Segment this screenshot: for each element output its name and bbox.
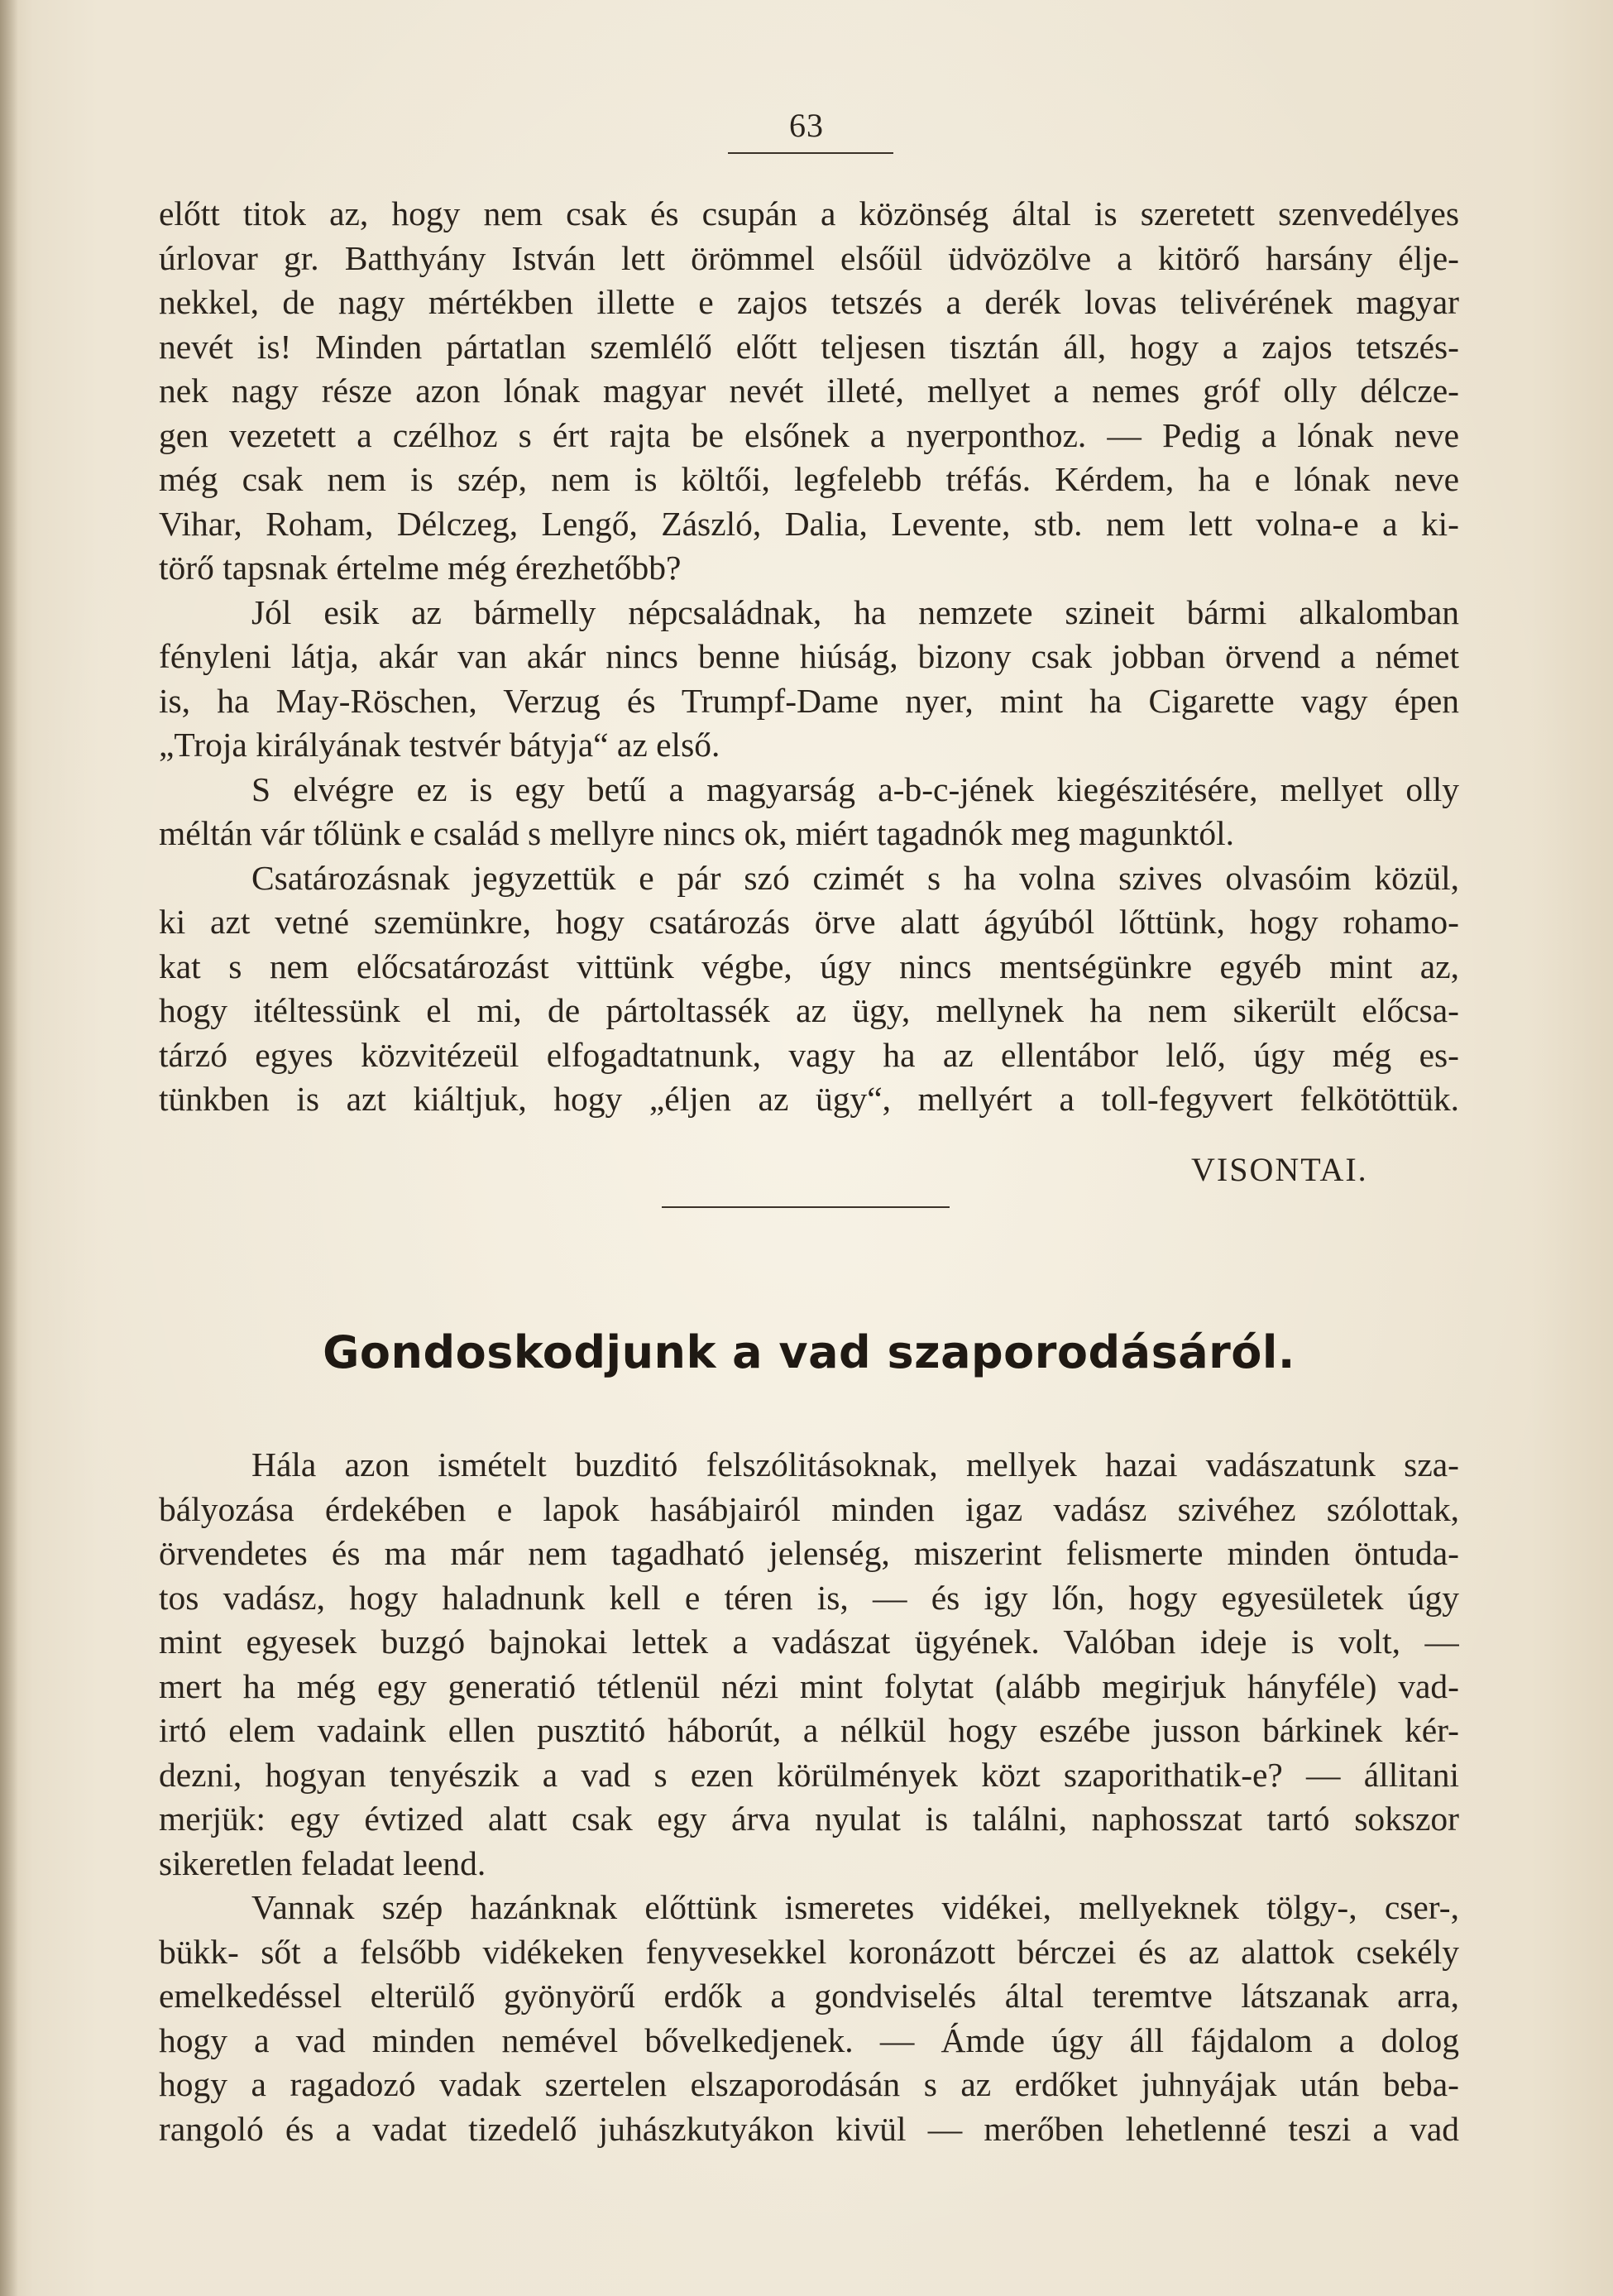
- text-line: tünkben is azt kiáltjuk, hogy „éljen az ügy“, mellyért a toll-fegyvert felkötöttük.: [159, 1080, 1459, 1118]
- text-line: merjük: egy évtized alatt csak egy árva nyulat is találni, naphosszat tartó sokszor: [159, 1800, 1459, 1838]
- section-divider: [662, 1206, 950, 1208]
- text-line: hogy a ragadozó vadak szertelen elszaporodásán s az erdőket juhnyájak után beba-: [159, 2065, 1459, 2103]
- text-line: kat s nem előcsatározást vittünk végbe, úgy nincs mentségünkre egyéb mint az,: [159, 947, 1459, 985]
- article-continuation: [159, 192, 1459, 1122]
- text-line: tos vadász, hogy haladnunk kell e téren is, — és igy lőn, hogy egyesületek úgy: [159, 1578, 1459, 1617]
- author-signature: VISONTAI.: [1191, 1151, 1368, 1188]
- text-line: Vihar, Roham, Délczeg, Lengő, Zászló, Dalia, Levente, stb. nem lett volna-e a ki-: [159, 504, 1459, 543]
- text-line: bályozása érdekében e lapok hasábjairól minden igaz vadász szivéhez szólottak,: [159, 1489, 1459, 1528]
- text-line: hogy itéltessünk el mi, de pártoltassék az ügy, mellynek ha nem sikerült előcsa-: [159, 991, 1459, 1029]
- text-line: előtt titok az, hogy nem csak és csupán a közönség által is szeretett szenvedélyes: [159, 194, 1459, 232]
- text-line: Hála azon ismételt buzditó felszólitásoknak, mellyek hazai vadászatunk sza-: [251, 1445, 1459, 1484]
- text-line: bükk- sőt a felsőbb vidékeken fenyvesekkel koronázott bérczei és az alattok csekély: [159, 1932, 1459, 1971]
- text-line: ki azt vetné szemünkre, hogy csatározás örve alatt ágyúból lőttünk, hogy rohamo-: [159, 903, 1459, 941]
- page-number: 63: [789, 107, 824, 144]
- text-line: dezni, hogyan tenyészik a vad s ezen körülmények közt szaporithatik-e? — állitani: [159, 1755, 1459, 1794]
- header-rule: [728, 152, 893, 154]
- page-gutter-shadow: [0, 0, 18, 2296]
- text-line: törő tapsnak értelme még érezhetőbb?: [159, 549, 682, 587]
- text-line: Vannak szép hazánknak előttünk ismeretes vidékei, mellyeknek tölgy-, cser-,: [251, 1888, 1459, 1926]
- text-line: sikeretlen feladat leend.: [159, 1843, 486, 1882]
- text-line: S elvégre ez is egy betű a magyarság a-b-c-jének kiegészitésére, mellyet olly: [251, 769, 1459, 808]
- text-line: mint egyesek buzgó bajnokai lettek a vadászat ügyének. Valóban ideje is volt, —: [159, 1623, 1459, 1661]
- text-line: „Troja királyának testvér bátyja“ az első.: [159, 726, 720, 764]
- text-line: Jól esik az bármelly népcsaládnak, ha nemzete szineit bármi alkalomban: [251, 592, 1459, 631]
- text-line: nevét is! Minden pártatlan szemlélő előtt teljesen tisztán áll, hogy a zajos tetszés-: [159, 327, 1459, 366]
- text-line: örvendetes és ma már nem tagadható jelenség, miszerint felismerte minden öntuda-: [159, 1534, 1459, 1572]
- text-line: rangoló és a vadat tizedelő juhászkutyákon kivül — merőben lehetlenné teszi a vad: [159, 2109, 1459, 2148]
- text-line: gen vezetett a czélhoz s ért rajta be elsőnek a nyerponthoz. — Pedig a lónak neve: [159, 415, 1459, 454]
- text-line: is, ha May-Röschen, Verzug és Trumpf-Dame nyer, mint ha Cigarette vagy épen: [159, 681, 1459, 720]
- text-line: Csatározásnak jegyzettük e pár szó czimét s ha volna szives olvasóim közül,: [251, 858, 1459, 897]
- text-line: fényleni látja, akár van akár nincs benne hiúság, bizony csak jobban örvend a német: [159, 637, 1459, 675]
- text-line: méltán vár tőlünk e család s mellyre nincs ok, miért tagadnók meg magunktól.: [159, 814, 1234, 852]
- article-title: Gondoskodjunk a vad szaporodásáról.: [323, 1326, 1295, 1378]
- text-line: mert ha még egy generatió tétlenül nézi mint folytat (alább megirjuk hányféle) vad-: [159, 1666, 1459, 1705]
- text-line: irtó elem vadaink ellen pusztitó háborút, a nélkül hogy eszébe jusson bárkinek kér-: [159, 1711, 1459, 1749]
- article-body: [159, 1443, 1459, 2151]
- text-line: hogy a vad minden nemével bővelkedjenek. — Ámde úgy áll fájdalom a dolog: [159, 2020, 1459, 2059]
- text-line: tárzó egyes közvitézeül elfogadtatnunk, vagy ha az ellentábor lelő, úgy még es-: [159, 1035, 1459, 1074]
- text-line: úrlovar gr. Batthyány István lett örömmel elsőül üdvözölve a kitörő harsány élje-: [159, 238, 1459, 277]
- text-line: még csak nem is szép, nem is költői, legfelebb tréfás. Kérdem, ha e lónak neve: [159, 460, 1459, 498]
- text-line: nekkel, de nagy mértékben illette e zajos tetszés a derék lovas telivérének magyar: [159, 283, 1459, 321]
- text-line: nek nagy része azon lónak magyar nevét illeté, mellyet a nemes gróf olly délcze-: [159, 371, 1459, 410]
- text-line: emelkedéssel elterülő gyönyörű erdők a gondviselés által teremtve látszanak arra,: [159, 1977, 1459, 2015]
